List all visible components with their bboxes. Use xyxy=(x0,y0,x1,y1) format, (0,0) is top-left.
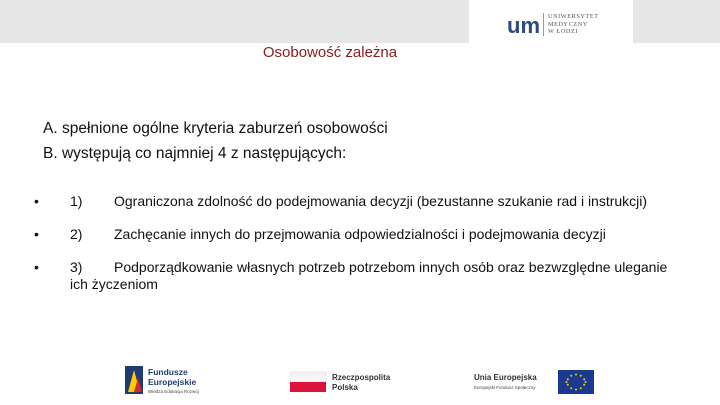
ue-line2: Europejski Fundusz Społeczny xyxy=(474,385,536,390)
unia-europejska-logo xyxy=(474,368,604,396)
rzeczpospolita-polska-logo xyxy=(290,368,410,396)
svg-text:um: um xyxy=(507,14,540,36)
fundusze-europejskie-logo xyxy=(125,364,215,398)
item-number: 2) xyxy=(70,226,83,242)
university-name xyxy=(548,13,599,36)
item-number: 3) xyxy=(70,259,83,275)
item-text: Zachęcanie innych do przejmowania odpowiedzialności i podejmowania decyzji xyxy=(114,226,606,242)
item-text: Podporządkowanie własnych potrzeb potrzebom innych osób oraz bezwzględne uleganie ich życzeniom xyxy=(70,259,668,292)
bullet-icon: • xyxy=(34,193,39,209)
slide-title: Osobowość zależna xyxy=(262,44,398,61)
university-name-line: W ŁODZI xyxy=(548,28,579,36)
list-item xyxy=(34,259,674,293)
rp-line1: Rzeczpospolita xyxy=(332,373,391,382)
fe-line3: Wiedza Edukacja Rozwój xyxy=(148,389,199,394)
university-name-line: MEDYCZNY xyxy=(548,20,588,28)
criteria-block xyxy=(43,116,388,166)
eu-flag-icon xyxy=(558,370,594,394)
rp-line2: Polska xyxy=(332,383,358,392)
item-text: Ograniczona zdolność do podejmowania decyzji (bezustanne szukanie rad i instrukcji) xyxy=(114,193,648,209)
bullet-icon: • xyxy=(34,226,39,242)
fe-line2: Europejskie xyxy=(148,377,197,387)
item-number: 1) xyxy=(70,193,83,209)
bullet-icon: • xyxy=(34,259,39,275)
criterion-a: A. spełnione ogólne kryteria zaburzeń osobowości xyxy=(43,120,388,137)
um-logo-mark xyxy=(507,14,541,36)
fe-line1: Fundusze xyxy=(148,367,188,377)
criteria-list xyxy=(34,193,674,309)
list-item xyxy=(34,193,674,210)
logo-divider xyxy=(543,13,544,36)
university-name-line: UNIWERSYTET xyxy=(548,13,599,20)
ue-line1: Unia Europejska xyxy=(474,373,537,382)
list-item xyxy=(34,226,674,243)
flag-icon xyxy=(290,372,326,382)
criterion-b: B. występują co najmniej 4 z następujących: xyxy=(43,145,347,162)
